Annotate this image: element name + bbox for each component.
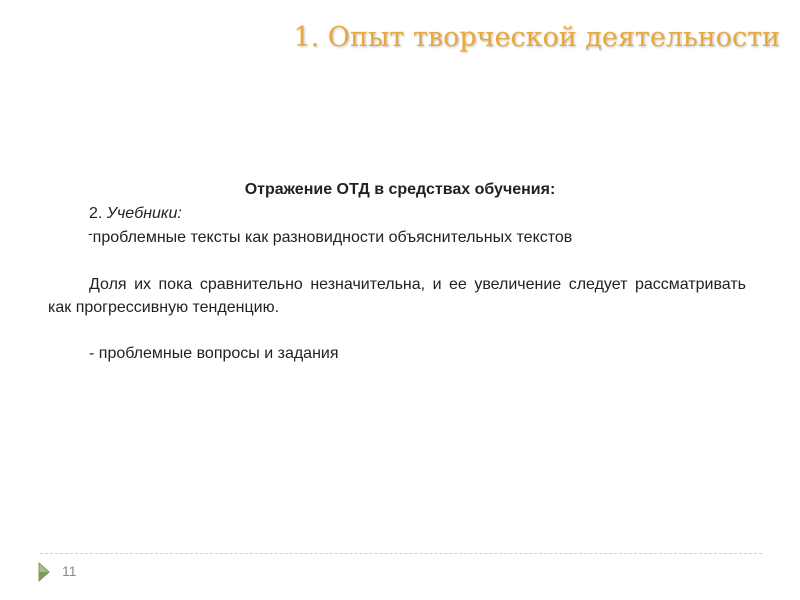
slide-title: 1. Опыт творческой деятельности <box>293 22 780 53</box>
item-number: 2. <box>89 205 103 222</box>
list-item-textbooks <box>48 202 752 226</box>
item-label: Учебники: <box>106 205 182 222</box>
play-arrow-icon <box>38 562 50 582</box>
content-heading: Отражение ОТД в средствах обучения: <box>244 181 556 198</box>
bullet-mark: - <box>88 225 93 241</box>
bullet-item <box>48 226 752 250</box>
bullet-text: проблемные тексты как разновидности объяснительных текстов <box>92 229 573 246</box>
footer-divider <box>40 553 762 554</box>
paragraph: Доля их пока сравнительно незначительна, и ее увеличение следует рассматривать как прогрессивную тенденцию. <box>48 276 746 316</box>
slide-content <box>48 178 752 366</box>
dash-item: - проблемные вопросы и задания <box>89 345 339 362</box>
page-number: 11 <box>62 563 77 579</box>
